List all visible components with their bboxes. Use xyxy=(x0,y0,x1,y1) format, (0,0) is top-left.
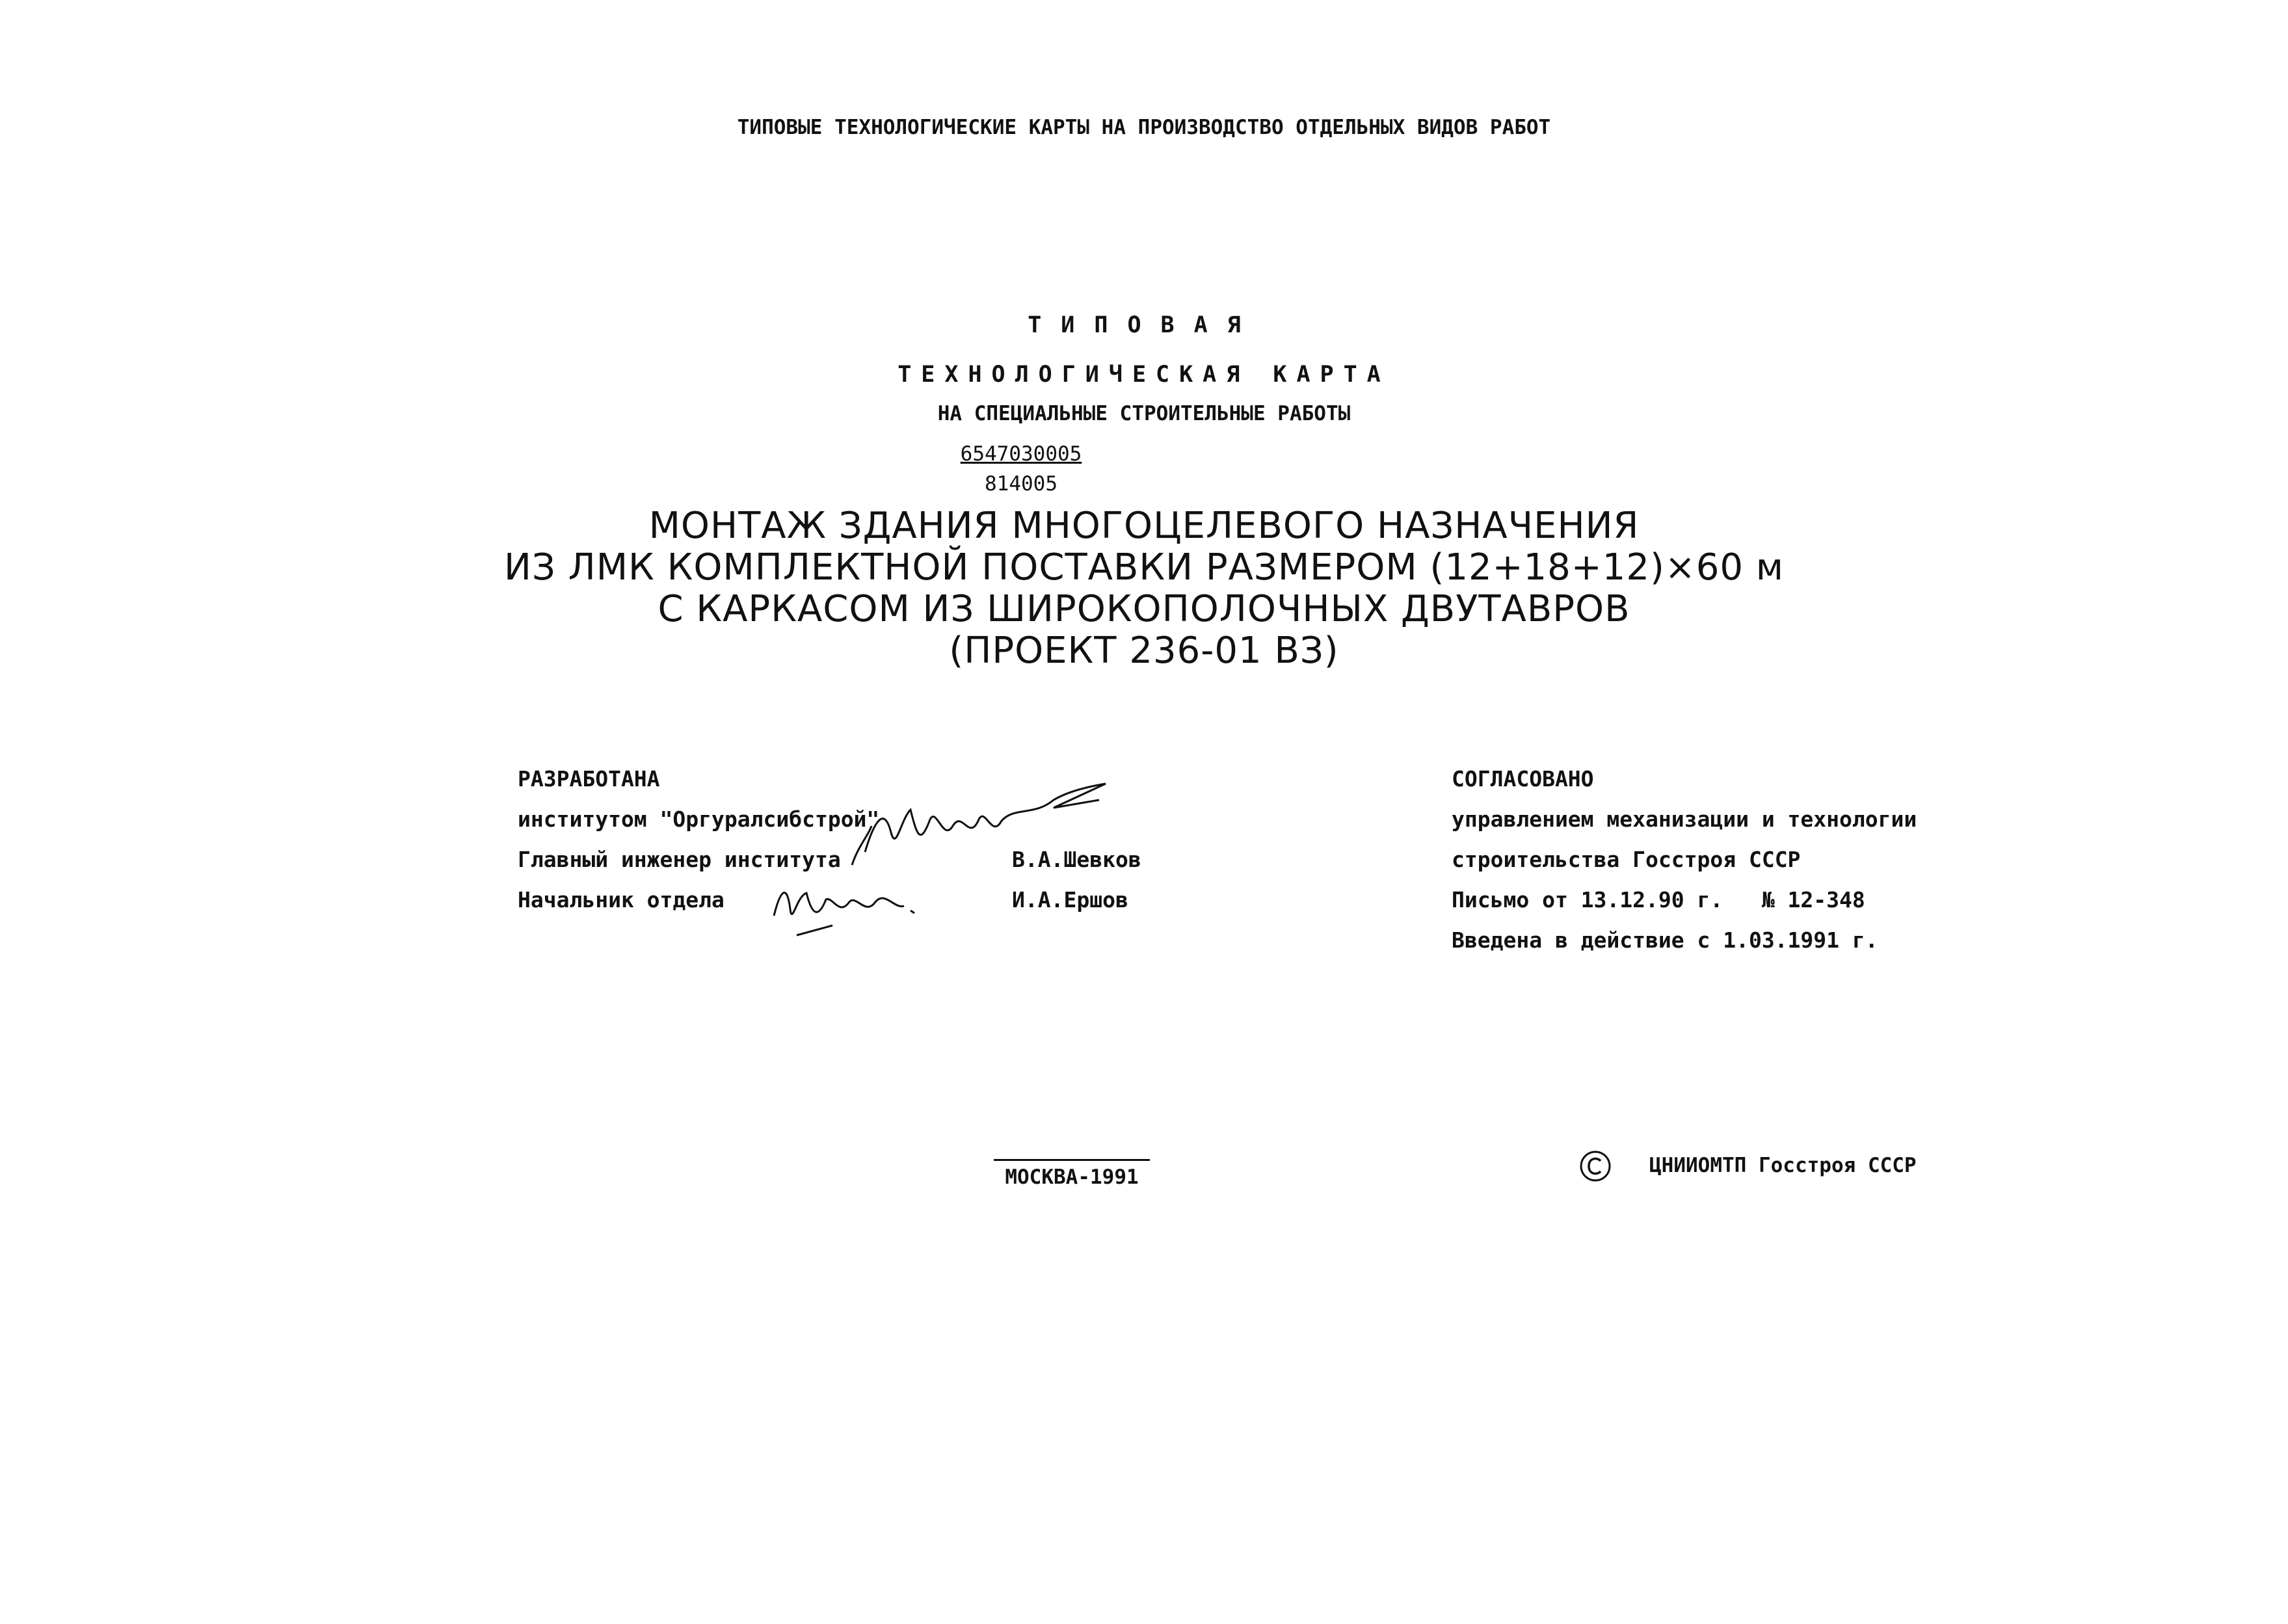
document-type: ТИПОВАЯ xyxy=(1028,312,1260,338)
title-line-1: МОНТАЖ ЗДАНИЯ МНОГОЦЕЛЕВОГО НАЗНАЧЕНИЯ xyxy=(648,505,1640,547)
chief-engineer-signature xyxy=(839,780,1112,878)
department-head-name: И.А.Ершов xyxy=(1012,887,1128,912)
document-category: НА СПЕЦИАЛЬНЫЕ СТРОИТЕЛЬНЫЕ РАБОТЫ xyxy=(937,402,1351,425)
document-code-primary: 6547030005 xyxy=(960,442,1082,466)
chief-engineer-name: В.А.Шевков xyxy=(1012,847,1141,872)
document-code-secondary: 814005 xyxy=(985,472,1058,496)
title-line-3: С КАРКАСОМ ИЗ ШИРОКОПОЛОЧНЫХ ДВУТАВРОВ xyxy=(658,588,1630,630)
department-head-label: Начальник отдела xyxy=(518,887,725,912)
title-line-2: ИЗ ЛМК КОМПЛЕКТНОЙ ПОСТАВКИ РАЗМЕРОМ (12+18+12)×60 м xyxy=(503,546,1785,589)
document-kind: ТЕХНОЛОГИЧЕСКАЯ КАРТА xyxy=(898,362,1390,388)
city-year: МОСКВА-1991 xyxy=(1005,1165,1139,1189)
agreed-line-3: Письмо от 13.12.90 г. № 12-348 xyxy=(1452,887,1865,912)
developed-institute: институтом "Оргуралсибстрой" xyxy=(518,806,880,832)
publisher: ЦНИИОМТП Госстроя СССР xyxy=(1649,1154,1917,1177)
agreed-line-4: Введена в действие с 1.03.1991 г. xyxy=(1452,927,1878,953)
chief-engineer-label: Главный инженер института xyxy=(518,847,841,872)
city-rule xyxy=(994,1159,1150,1161)
title-line-4: (ПРОЕКТ 236-01 ВЗ) xyxy=(949,630,1339,672)
agreed-heading: СОГЛАСОВАНО xyxy=(1452,766,1594,792)
series-title: ТИПОВЫЕ ТЕХНОЛОГИЧЕСКИЕ КАРТЫ НА ПРОИЗВОДСТВО ОТДЕЛЬНЫХ ВИДОВ РАБОТ xyxy=(737,116,1551,139)
agreed-line-2: строительства Госстроя СССР xyxy=(1452,847,1801,872)
agreed-line-1: управлением механизации и технологии xyxy=(1452,806,1917,832)
developed-heading: РАЗРАБОТАНА xyxy=(518,766,660,792)
copyright-icon xyxy=(1579,1150,1612,1182)
department-head-signature xyxy=(761,870,930,942)
